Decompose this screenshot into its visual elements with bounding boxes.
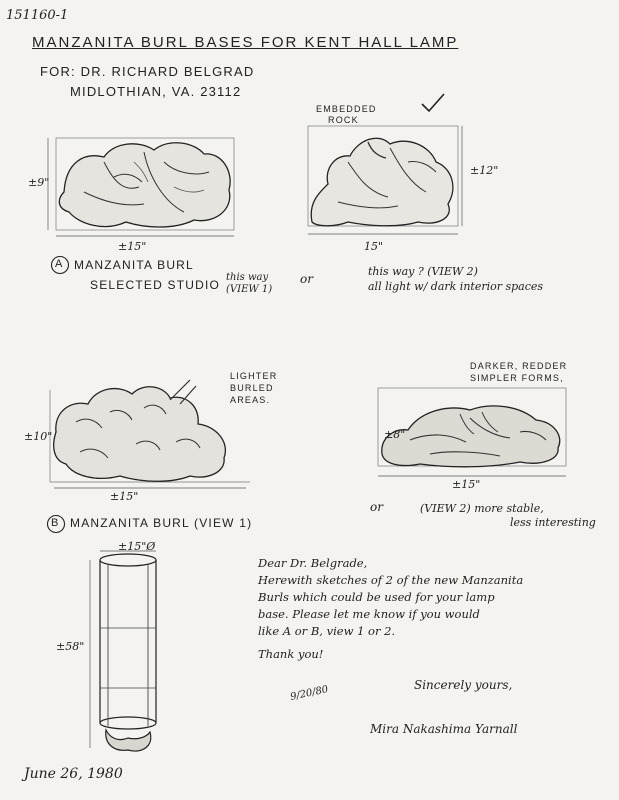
dimension-b2-height: ±8"	[384, 428, 406, 441]
burl-a-view2-sketch	[298, 122, 468, 242]
lighter-areas-label: LIGHTER BURLED AREAS.	[230, 371, 278, 405]
letter-body	[258, 555, 608, 663]
letter-date-short: 9/20/80	[289, 684, 330, 703]
checkmark-icon	[420, 92, 446, 114]
option-b-name: MANZANITA BURL (VIEW 1)	[70, 516, 253, 530]
option-a-letter: A	[55, 258, 64, 270]
option-a-view2-note: this way ? (VIEW 2) all light w/ dark interior spaces	[368, 265, 544, 293]
dimension-a2-width: 15"	[364, 240, 384, 253]
lamp-sketch	[84, 548, 174, 763]
dimension-b1-width: ±15"	[110, 490, 139, 503]
letter-line: like A or B, view 1 or 2.	[258, 624, 396, 638]
letter-line: base. Please let me know if you would	[258, 607, 480, 621]
burl-a-view1-sketch	[44, 132, 244, 242]
option-a-studio: SELECTED STUDIO	[90, 278, 221, 292]
option-b-letter: B	[51, 517, 60, 529]
burl-b-view1-sketch	[40, 372, 260, 497]
dimension-a2-height: ±12"	[470, 164, 499, 177]
option-a-or: or	[300, 272, 313, 286]
letter-line: Burls which could be used for your lamp	[258, 590, 495, 604]
embedded-rock-label: EMBEDDED ROCK	[316, 104, 377, 125]
option-b-or: or	[370, 500, 383, 514]
letter-date: June 26, 1980	[24, 766, 123, 782]
lamp-width-dimension: ±15"Ø	[118, 540, 156, 553]
dimension-a1-width: ±15"	[118, 240, 147, 253]
page-title: MANZANITA BURL BASES FOR KENT HALL LAMP	[32, 34, 459, 51]
client-name: FOR: DR. RICHARD BELGRAD	[40, 64, 255, 79]
letter-closing: Sincerely yours,	[414, 678, 513, 692]
letter-line: Thank you!	[258, 647, 324, 661]
dimension-b2-width: ±15"	[452, 478, 481, 491]
document-number: 151160-1	[6, 8, 69, 23]
letter-line: Dear Dr. Belgrade,	[258, 556, 368, 570]
signature: Mira Nakashima Yarnall	[370, 722, 518, 736]
option-a-view1-note: this way (VIEW 1)	[226, 272, 273, 295]
client-address: MIDLOTHIAN, VA. 23112	[70, 84, 242, 99]
lamp-height-dimension: ±58"	[56, 640, 85, 653]
dimension-a1-height: ±9"	[28, 176, 50, 189]
letter-line: Herewith sketches of 2 of the new Manzanita	[258, 573, 524, 587]
option-a-name: MANZANITA BURL	[74, 258, 194, 272]
option-b-view2-note: (VIEW 2) more stable, less interesting	[420, 502, 596, 529]
darker-forms-label: DARKER, REDDER SIMPLER FORMS,	[470, 361, 568, 383]
dimension-b1-height: ±10"	[24, 430, 53, 443]
